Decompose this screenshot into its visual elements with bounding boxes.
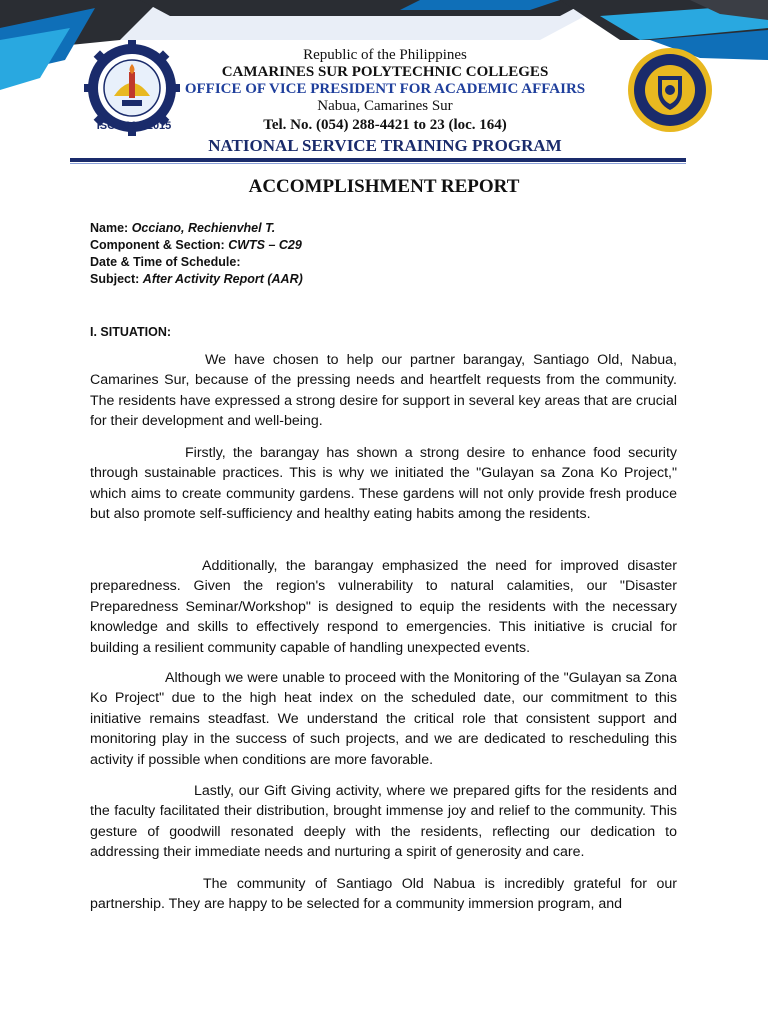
paragraph: Although we were unable to proceed with the Monitoring of the "Gulayan sa Zona Ko Project" due to the high heat index on the scheduled date, our commitment to this initiative remains steadfast. We understand the critical role that consistent support and monitoring play in the success of such projects, and we are dedicated to rescheduling this activity if possible when conditions are more favorable. bbox=[90, 670, 677, 768]
name-row bbox=[90, 221, 275, 235]
telephone-line: Tel. No. (054) 288-4421 to 23 (loc. 164) bbox=[263, 117, 507, 133]
datetime-label: Date & Time of Schedule: bbox=[90, 255, 241, 269]
subject-row bbox=[90, 272, 303, 286]
datetime-row bbox=[90, 255, 241, 269]
name-value: Occiano, Rechienvhel T. bbox=[131, 221, 276, 235]
component-row bbox=[90, 238, 302, 252]
component-label: Component & Section: bbox=[90, 238, 225, 252]
republic-line: Republic of the Philippines bbox=[303, 47, 467, 63]
name-label: Name: bbox=[90, 221, 129, 235]
paragraph: Firstly, the barangay has shown a strong desire to enhance food security through sustainable practices. This is why we initiated the "Gulayan sa Zona Ko Project," which aims to create community gardens. These gardens will not only provide fresh produce but also promote self-sufficiency and healthy eating habits among the residents. bbox=[90, 445, 677, 523]
program-name: NATIONAL SERVICE TRAINING PROGRAM bbox=[208, 136, 562, 155]
header-divider bbox=[70, 158, 686, 162]
paragraph: We have chosen to help our partner barangay, Santiago Old, Nabua, Camarines Sur, because of the pressing needs and heartfelt requests from the community. The residents have expressed a strong desire for support in several key areas that are crucial for their development and well-being. bbox=[90, 352, 677, 430]
paragraph: The community of Santiago Old Nabua is incredibly grateful for our partnership. They are happy to be selected for a community immersion program, and bbox=[90, 876, 677, 913]
component-value: CWTS – C29 bbox=[228, 238, 302, 252]
report-title: ACCOMPLISHMENT REPORT bbox=[248, 176, 520, 197]
nstp-seal-icon bbox=[626, 46, 714, 134]
paragraph: Lastly, our Gift Giving activity, where we prepared gifts for the residents and the faculty facilitated their distribution, brought immense joy and relief to the community. This gesture of goodwill resonated deeply with the residents, reflecting our dedication to addressing their immediate needs and nurturing a spirit of generosity and care. bbox=[90, 783, 677, 861]
location-line: Nabua, Camarines Sur bbox=[317, 98, 453, 114]
paragraph: Additionally, the barangay emphasized the need for improved disaster preparedness. Given the region's vulnerability to natural calamities, our "Disaster Preparedness Seminar/Workshop" is designed to equip the residents with the necessary knowledge and skills to effectively respond to emergencies. This initiative is crucial for building a resilient community capable of handling unexpected events. bbox=[90, 558, 677, 656]
college-name: CAMARINES SUR POLYTECHNIC COLLEGES bbox=[221, 64, 549, 80]
subject-label: Subject: bbox=[90, 272, 140, 286]
header-divider-thin bbox=[70, 163, 686, 164]
office-name: OFFICE OF VICE PRESIDENT FOR ACADEMIC AFFAIRS bbox=[184, 81, 586, 97]
iso-certification-label: ISO 9001:2015 bbox=[96, 120, 172, 132]
subject-value: After Activity Report (AAR) bbox=[142, 272, 303, 286]
section-heading: I. SITUATION: bbox=[90, 325, 172, 339]
